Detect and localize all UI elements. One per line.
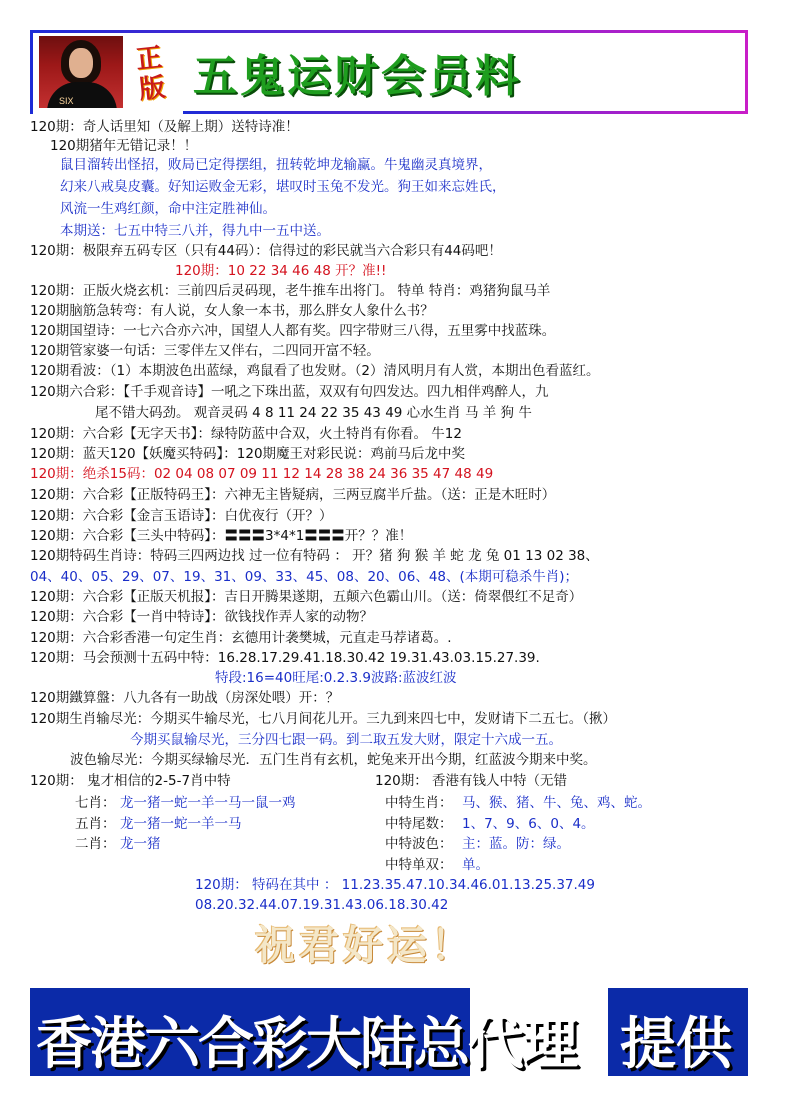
slogan-text: 祝君好运！ (255, 923, 475, 969)
line-18: 120期：六合彩【正版特码王】：六神无主皆疑病，三两豆腐半斤盐。（送：正是木旺时） (30, 487, 556, 503)
line-16: 120期：蓝天120【妖魔买特码】：120期魔王对彩民说：鸡前马后龙中奖 (30, 446, 466, 462)
line-0: 120期：奇人话里知（及解上期）送特诗准！ (30, 119, 299, 135)
line-6: 120期：极限弃五码专区（只有44码）：信得过的彩民就当六合彩只有44码吧！ (30, 243, 502, 259)
line-5: 本期送：七五中特三八并，得九中一五中送。 (60, 223, 330, 239)
line-22: 04、40、05、29、07、19、31、09、33、45、08、20、06、48、(本期可稳杀牛肖)； (30, 569, 579, 585)
line-2: 鼠目溜转出怪招，败局已定得摆组，扭转乾坤龙输赢。牛鬼幽灵真境界， (60, 157, 492, 173)
line-30: 今期买鼠输尽光，三分四七跟一码。到二取五发大财，限定十六成一五。 (130, 732, 562, 748)
line-9: 120期脑筋急转弯：有人说，女人象一本书，那么胖女人象什么书？ (30, 303, 434, 319)
left-col-heading: 120期： 鬼才相信的2-5-7肖中特 (30, 773, 231, 789)
avatar-tag: SIX (59, 96, 74, 106)
banner-tail: 提供 (620, 1012, 732, 1077)
good-luck-slogan (255, 902, 485, 982)
line-1: 120期猪年无错记录！！ (50, 138, 198, 154)
line-17: 120期：绝杀15码：02 04 08 07 09 11 12 14 28 38 24 36 35 47 48 49 (30, 466, 494, 482)
line-31: 波色输尽光：今期买绿输尽光．五门生肖有玄机，蛇兔来开出今期，红蓝波今期来中奖。 (70, 752, 597, 768)
left-row-value: 龙一猪 (120, 836, 161, 852)
right-row-value: 单。 (462, 857, 489, 873)
line-8: 120期：正版火烧玄机：三前四后灵码现，老牛推车出将门。 特单 特肖：鸡猪狗鼠马羊 (30, 283, 551, 299)
avatar (39, 36, 123, 108)
right-row-label: 中特生肖： (385, 795, 453, 811)
line-11: 120期管家婆一句话：三零伴左又伴右，二四同开富不轻。 (30, 343, 380, 359)
banner-text: 香港六合彩大陆总代理 (36, 1012, 576, 1077)
line-23: 120期：六合彩【正版天机报】：吉日开腾果遂期，五颠六色霸山川。（送：倚翠偎红不足奇） (30, 589, 583, 605)
final-line-1: 120期： 特码在其中 ： 11.23.35.47.10.34.46.01.13.25.37.49 (195, 877, 595, 893)
line-28: 120期鐵算盤：八九各有一助战（房深处喂）开：？ (30, 690, 340, 706)
avatar-body (47, 82, 117, 108)
avatar-face (69, 48, 93, 78)
edition-stamp: 正版 (134, 42, 167, 106)
line-24: 120期：六合彩【一肖中特诗】：欲钱找作弄人家的动物？ (30, 609, 374, 625)
left-row-label: 二肖： (75, 836, 116, 852)
right-row-value: 1、7、9、6、0、4。 (462, 816, 595, 832)
right-row-label: 中特单双： (385, 857, 453, 873)
left-row-value: 龙一猪一蛇一羊一马 (120, 816, 242, 832)
line-26: 120期：马会预测十五码中特：16.28.17.29.41.18.30.42 19.31.43.03.15.27.39. (30, 650, 540, 666)
line-21: 120期特码生肖诗：特码三四两边找 过一位有特码 ： 开？猪 狗 猴 羊 蛇 龙 兔 01 13 02 38、 (30, 548, 599, 564)
header-bottom-border (183, 111, 745, 114)
left-row-value: 龙一猪一蛇一羊一马一鼠一鸡 (120, 795, 296, 811)
line-10: 120期国望诗：一七六合亦六冲，国望人人都有奖。四字带财三八得，五里雾中找蓝珠。 (30, 323, 556, 339)
header-top-border (33, 30, 745, 33)
page-header (30, 30, 748, 114)
line-13: 120期六合彩：【千手观音诗】一吼之下珠出蓝，双双有句四发达。四九相伴鸡醉人，九 (30, 384, 549, 400)
line-29: 120期生肖输尽光：今期买牛输尽光，七八月间花儿开。三九到来四七中，发财请下二五七。（揪） (30, 711, 617, 727)
right-row-label: 中特波色： (385, 836, 453, 852)
left-row-label: 七肖： (75, 795, 116, 811)
line-15: 120期：六合彩【无字天书】：绿特防蓝中合双，火土特肖有你看。 牛12 (30, 426, 462, 442)
line-14: 尾不错大码劲。 观音灵码 4 8 11 24 22 35 43 49 心水生肖 马 羊 狗 牛 (95, 405, 532, 421)
right-row-value: 主：蓝。防：绿。 (462, 836, 570, 852)
bottom-banner (30, 988, 748, 1076)
right-row-value: 马、猴、猪、牛、兔、鸡、蛇。 (462, 795, 651, 811)
line-20: 120期：六合彩【三头中特码】：〓〓〓3*4*1〓〓〓开？？准！ (30, 528, 413, 544)
line-27: 特段:16=40旺尾:0.2.3.9波路:蓝波红波 (215, 670, 457, 686)
line-25: 120期：六合彩香港一句定生肖：玄德用计袭樊城，元直走马荐诸葛。. (30, 630, 452, 646)
right-col-heading: 120期： 香港有钱人中特（无错 (375, 773, 568, 789)
line-3: 幻来八戒臭皮囊。好知运败金无彩，堪叹时玉兔不发光。狗王如来忘姓氏， (60, 179, 506, 195)
line-4: 风流一生鸡红颜，命中注定胜神仙。 (60, 201, 276, 217)
final-line-2: 08.20.32.44.07.19.31.43.06.18.30.42 (195, 897, 449, 913)
left-row-label: 五肖： (75, 816, 116, 832)
line-12: 120期看波：（1）本期波色出蓝绿，鸡鼠看了也发财。（2）清风明月有人赏，本期出色看蓝红。 (30, 363, 600, 379)
line-19: 120期：六合彩【金言玉语诗】：白优夜行（开？） (30, 508, 333, 524)
right-row-label: 中特尾数： (385, 816, 453, 832)
page-title: 五鬼运财会员料 (193, 51, 522, 102)
line-7: 120期：10 22 34 46 48 开？准!! (175, 263, 387, 279)
